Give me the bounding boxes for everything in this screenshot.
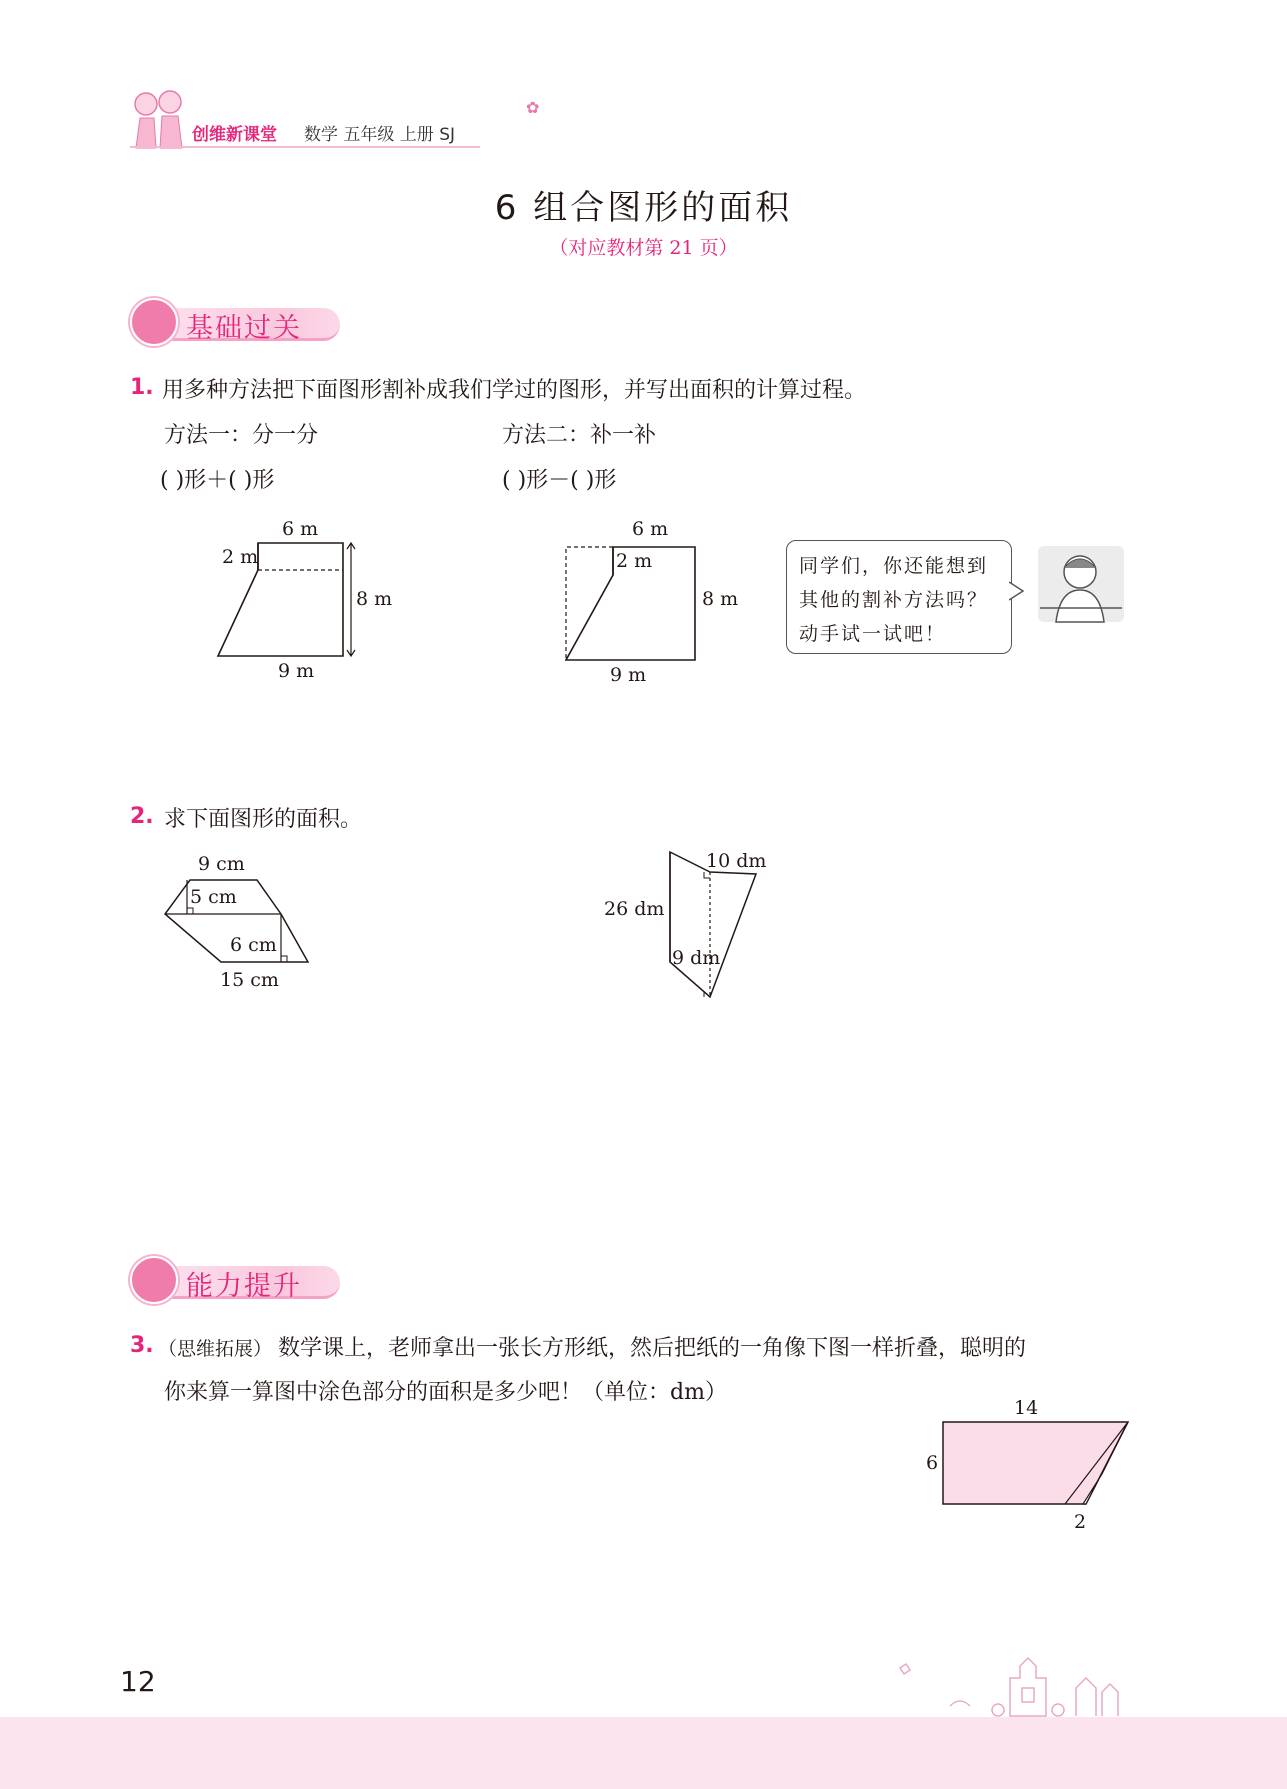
q3-top-label: 14 [1014,1397,1039,1419]
teacher-speech-bubble [786,540,1012,654]
q2-fig1-height-label: 5 cm [190,886,237,908]
speech-line-1: 同学们，你还能想到 [799,555,989,577]
footer-castle-illustration [880,1648,1170,1718]
header-divider [130,146,480,148]
q1-fig2-top-label: 6 m [632,518,669,540]
q2-fig1-top-label: 9 cm [198,853,245,875]
q1-fig1-right-label: 8 m [356,588,393,610]
q2-text: 求下面图形的面积。 [164,807,363,832]
kid-face-icon [130,298,178,346]
section-title-advanced: 能力提升 [186,1271,302,1302]
q2-number: 2. [130,804,154,829]
q3-shaded-region [943,1422,1128,1504]
q1-fig2-inner-label: 2 m [616,550,653,572]
q2-figure-1 [160,848,320,998]
speech-line-2: 其他的割补方法吗？ [799,589,989,611]
q1-text: 用多种方法把下面图形割补成我们学过的图形，并写出面积的计算过程。 [162,378,867,403]
q1-fig1-bottom-label: 9 m [278,660,315,682]
q1-fig2-bottom-label: 9 m [610,664,647,686]
q2-fig2-shape [670,852,756,997]
q1-figure-fill [558,515,748,690]
q1-fig1-top-label: 6 m [282,518,319,540]
q1-method2-blank: ( )形－( )形 [502,468,617,493]
section-title-basic: 基础过关 [186,313,302,344]
q3-left-label: 6 [926,1452,939,1474]
teacher-illustration [1038,546,1124,626]
q1-fig2-right-label: 8 m [702,588,739,610]
q3-bottom-label: 2 [1074,1511,1087,1533]
q3-folded-paper-figure [918,1392,1138,1542]
kid-face-icon [130,1256,178,1304]
page-number: 12 [120,1665,156,1698]
q1-method1-blank: ( )形＋( )形 [160,468,275,493]
q1-method2-title: 方法二：补一补 [502,423,657,448]
speech-line-3: 动手试一试吧！ [799,623,947,645]
page-subtitle: （对应教材第 21 页） [549,237,738,259]
q1-figure-split [210,515,400,685]
footer-band [0,1717,1287,1789]
q1-fig2-dashed-fill [566,547,613,660]
section-banner-basic [130,298,345,342]
page-title: 6 组合图形的面积 [494,188,793,228]
q3-text-line1: 数学课上，老师拿出一张长方形纸，然后把纸的一角像下图一样折叠，聪明的 [278,1336,1027,1361]
q3-number: 3. [130,1333,154,1358]
q1-method1-title: 方法一：分一分 [164,423,319,448]
q1-fig1-left-label: 2 m [222,546,259,568]
q2-fig1-inner-label: 6 cm [230,934,277,956]
header-kids-logo [128,88,190,152]
header-butterfly-icon: ✿ [526,98,540,117]
q1-number: 1. [130,375,154,400]
q2-fig2-top-label: 10 dm [706,850,767,872]
q2-fig2-inner-label: 9 dm [672,947,721,969]
q3-text-line2: 你来算一算图中涂色部分的面积是多少吧！（单位：dm） [164,1380,727,1405]
section-banner-advanced [130,1256,345,1300]
q2-fig2-left-label: 26 dm [604,898,665,920]
q2-figure-2 [600,842,770,1007]
speech-tail [1009,580,1025,602]
q2-fig1-bottom-label: 15 cm [220,969,279,991]
header-brand: 创维新课堂 [192,125,277,145]
q3-tag: （思维拓展） [158,1338,273,1360]
header-subject: 数学 五年级 上册 SJ [304,125,456,145]
